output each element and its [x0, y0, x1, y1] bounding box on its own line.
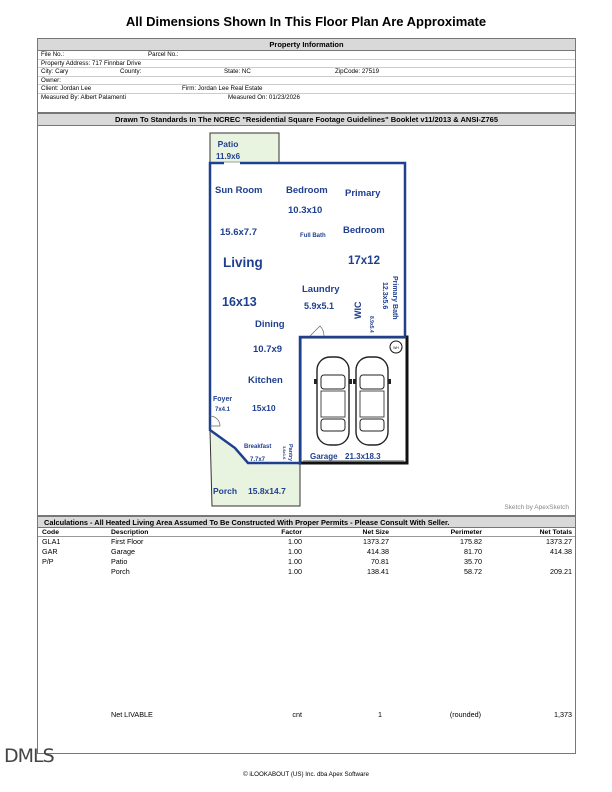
primary-bath-label: Primary Bath	[391, 276, 398, 320]
sun-room-label: Sun Room	[215, 185, 263, 196]
row-net-size: 70.81	[371, 557, 389, 566]
patio-dim: 11.9x6	[215, 152, 241, 161]
row-code: GLA1	[42, 537, 61, 546]
dining-label: Dining	[255, 319, 285, 330]
dining-dim: 10.7x9	[253, 344, 283, 355]
row-perimeter: 58.72	[464, 567, 482, 576]
laundry-label: Laundry	[302, 284, 340, 295]
porch-dim: 15.8x14.7	[248, 486, 286, 496]
laundry-dim: 5.9x5.1	[304, 301, 335, 311]
table-row	[38, 547, 575, 557]
patio-label: Patio	[217, 139, 239, 149]
col-net-totals: Net Totals	[539, 529, 572, 536]
parcel-no: Parcel No.:	[148, 51, 179, 58]
calc-header-row	[38, 528, 575, 537]
zipcode: ZipCode: 27519	[335, 68, 380, 76]
foyer-dim: 7x4.1	[215, 407, 231, 413]
measured-by: Measured By: Albert Palamenti	[41, 93, 126, 101]
garage-dim: 21.3x18.3	[345, 452, 381, 461]
garage-label: Garage	[310, 452, 338, 461]
sketch-credit: Sketch by ApexSketch	[504, 504, 569, 511]
row-factor: 1.00	[288, 557, 302, 566]
row-net-size: 138.41	[367, 567, 389, 576]
row-net-size: 1373.27	[363, 537, 389, 546]
row-net-total: 414.38	[550, 547, 572, 556]
net-desc: Net LIVABLE	[111, 710, 153, 719]
standards-heading: Drawn To Standards In The NCREC "Residential Square Footage Guidelines" Booklet v11/2013 & ANSI-Z765	[38, 114, 575, 126]
row-code: P/P	[42, 557, 54, 566]
foyer-label: Foyer	[213, 396, 233, 403]
client: Client: Jordan Lee	[41, 85, 92, 93]
info-row-file	[38, 51, 575, 60]
col-perimeter: Perimeter	[450, 529, 482, 536]
table-row	[38, 537, 575, 547]
breakfast-label: Breakfast	[244, 444, 272, 450]
owner: Owner:	[41, 76, 61, 84]
dmls-logo: DMLS	[4, 745, 54, 767]
info-row-address	[38, 60, 575, 69]
garage-area	[300, 337, 407, 463]
table-row	[38, 557, 575, 567]
file-no: File No.:	[41, 51, 65, 58]
footer-copyright: © iLOOKABOUT (US) Inc. dba Apex Software	[243, 771, 369, 778]
porch-label: Porch	[213, 486, 238, 496]
full-bath-label: Full Bath	[300, 233, 326, 239]
county: County:	[120, 68, 142, 76]
breakfast-dim: 7.7x7	[250, 457, 266, 463]
net-total: 1,373	[554, 710, 572, 719]
row-net-total: 1373.27	[546, 537, 572, 546]
bedroom-label: Bedroom	[286, 185, 328, 196]
row-code: GAR	[42, 547, 58, 556]
primary-bedroom-label: Bedroom	[343, 225, 385, 236]
row-factor: 1.00	[288, 547, 302, 556]
row-description: Patio	[111, 557, 128, 566]
measured-on: Measured On: 01/23/2026	[228, 93, 300, 101]
wh-label: WH	[393, 346, 399, 350]
property-info-box	[37, 38, 576, 113]
col-factor: Factor	[281, 529, 302, 536]
row-net-size: 414.38	[367, 547, 389, 556]
living-dim: 16x13	[222, 295, 257, 309]
col-code: Code	[42, 529, 59, 536]
primary-label: Primary	[345, 188, 381, 199]
bedroom-dim: 10.3x10	[288, 205, 323, 216]
pantry-label: Pantry	[287, 444, 293, 462]
row-description: Porch	[111, 567, 130, 576]
wic-dim: 8.9x5.4	[368, 316, 374, 333]
primary-bath-dim: 12.3x5.6	[381, 282, 388, 310]
net-size: 1	[378, 710, 382, 719]
car-icon	[314, 357, 352, 445]
row-description: Garage	[111, 547, 135, 556]
city: City: Cary	[41, 68, 69, 76]
row-perimeter: 81.70	[464, 547, 482, 556]
pantry-dim: 3.6x1.6	[282, 446, 287, 460]
wic-label: WIC	[353, 301, 363, 319]
property-address: Property Address: 717 Finnbar Drive	[41, 59, 142, 67]
floor-plan-box	[37, 113, 576, 516]
kitchen-label: Kitchen	[248, 375, 283, 386]
row-net-total: 209.21	[550, 567, 572, 576]
calculations-heading: Calculations - All Heated Living Area Assumed To Be Constructed With Proper Permits - Please Consult With Seller.	[38, 517, 575, 528]
living-label: Living	[223, 255, 263, 270]
car-icon	[353, 357, 391, 445]
row-perimeter: 35.70	[464, 557, 482, 566]
info-row-city	[38, 68, 575, 77]
property-info-heading: Property Information	[38, 39, 575, 51]
col-net-size: Net Size	[362, 529, 389, 536]
kitchen-dim: 15x10	[252, 403, 276, 413]
primary-dim: 17x12	[348, 255, 380, 267]
floor-plan-drawing	[38, 126, 577, 516]
info-row-owner	[38, 77, 575, 86]
net-perim: (rounded)	[449, 710, 481, 719]
calculations-box	[37, 516, 576, 754]
table-row	[38, 567, 575, 577]
sun-room-dim: 15.6x7.7	[220, 227, 257, 238]
info-row-measured	[38, 94, 575, 103]
page-title: All Dimensions Shown In This Floor Plan Are Approximate	[125, 14, 487, 29]
row-perimeter: 175.82	[460, 537, 482, 546]
firm: Firm: Jordan Lee Real Estate	[182, 85, 263, 93]
row-factor: 1.00	[288, 567, 302, 576]
row-factor: 1.00	[288, 537, 302, 546]
calc-rows	[38, 537, 575, 577]
info-row-client	[38, 85, 575, 94]
net-livable-row	[38, 710, 575, 720]
net-factor: cnt	[292, 710, 302, 719]
col-description: Description	[111, 529, 149, 536]
row-description: First Floor	[111, 537, 144, 546]
state: State: NC	[224, 68, 251, 76]
